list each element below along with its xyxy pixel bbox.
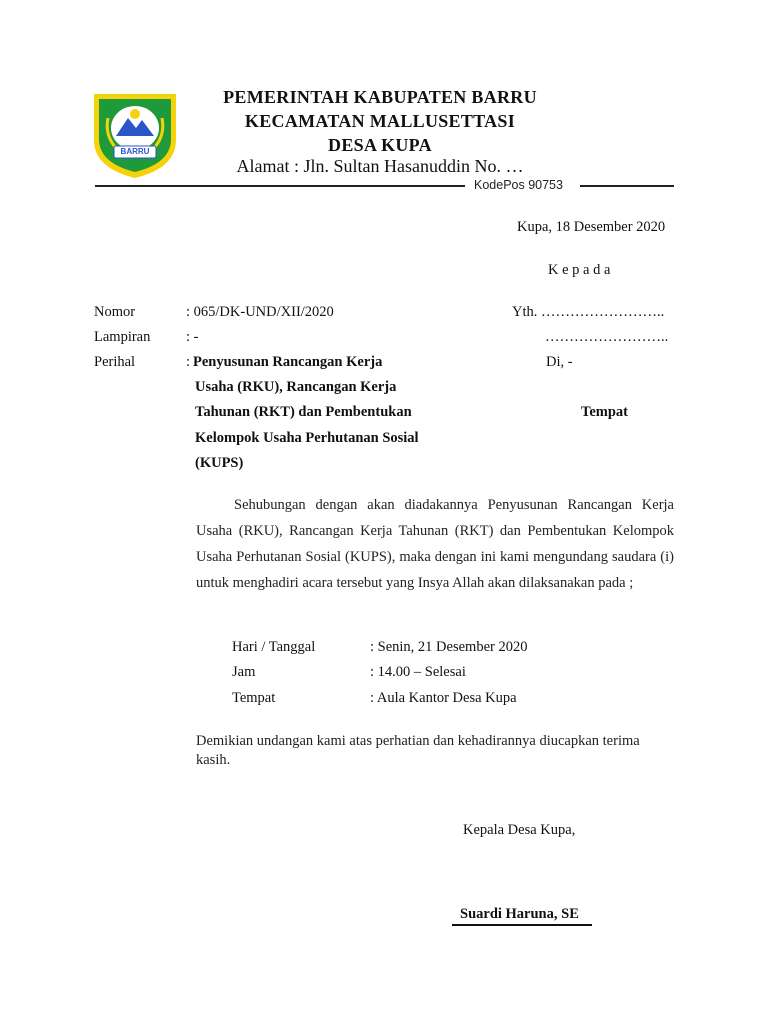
- body-paragraph-text: Sehubungan dengan akan diadakannya Penyusunan Rancangan Kerja Usaha (RKU), Rancangan Kerja Tahunan (RKT) dan Pembentukan Kelompok Usaha Perhutanan Sosial (KUPS), maka dengan ini kami mengundang saudara (i) untuk menghadiri acara tersebut yang Insya Allah akan dilaksanakan pada ;: [196, 497, 674, 591]
- logo-label: BARRU: [120, 147, 150, 156]
- lampiran-label: Lampiran: [94, 329, 151, 345]
- regency-logo: [90, 88, 180, 180]
- signature-name: Suardi Haruna, SE: [460, 906, 579, 922]
- nomor-label: Nomor: [94, 304, 136, 320]
- recipient-line: ……………………..: [545, 329, 669, 345]
- letter-date: Kupa, 18 Desember 2020: [517, 219, 666, 235]
- body-paragraph: [196, 492, 674, 596]
- letterhead-village: DESA KUPA: [328, 135, 432, 155]
- nomor-value: : 065/DK-UND/XII/2020: [186, 304, 334, 320]
- detail-label: Jam: [232, 664, 256, 680]
- perihal-line: (KUPS): [195, 455, 244, 471]
- barru-emblem-icon: [90, 88, 180, 180]
- perihal-line: Tahunan (RKT) dan Pembentukan: [195, 404, 412, 420]
- lampiran-value: : -: [186, 329, 199, 345]
- detail-value: : Aula Kantor Desa Kupa: [370, 690, 517, 706]
- closing-paragraph: Demikian undangan kami atas perhatian dan kehadirannya diucapkan terima kasih.: [196, 733, 640, 768]
- perihal-line: Kelompok Usaha Perhutanan Sosial: [195, 430, 419, 446]
- detail-value: : 14.00 – Selesai: [370, 664, 466, 680]
- detail-label: Hari / Tanggal: [232, 639, 316, 655]
- perihal-colon: :: [186, 354, 191, 370]
- recipient-place: Tempat: [581, 404, 628, 420]
- perihal-line: Penyusunan Rancangan Kerja: [193, 354, 383, 370]
- kepada-heading: K e p a d a: [548, 262, 611, 278]
- recipient-yth: Yth. ……………………..: [512, 304, 665, 320]
- postal-code: KodePos 90753: [474, 178, 563, 192]
- detail-value: : Senin, 21 Desember 2020: [370, 639, 528, 655]
- recipient-di: Di, -: [546, 354, 573, 370]
- signature-title: Kepala Desa Kupa,: [463, 822, 576, 838]
- perihal-line: Usaha (RKU), Rancangan Kerja: [195, 379, 397, 395]
- signature-underline: [452, 924, 592, 926]
- header-divider-left: [95, 185, 465, 187]
- header-divider-right: [580, 185, 674, 187]
- letterhead-government: PEMERINTAH KABUPATEN BARRU: [223, 87, 537, 107]
- detail-label: Tempat: [232, 690, 276, 706]
- perihal-label: Perihal: [94, 354, 136, 370]
- letterhead-district: KECAMATAN MALLUSETTASI: [244, 111, 516, 131]
- letterhead-address: Alamat : Jln. Sultan Hasanuddin No. …: [236, 156, 524, 176]
